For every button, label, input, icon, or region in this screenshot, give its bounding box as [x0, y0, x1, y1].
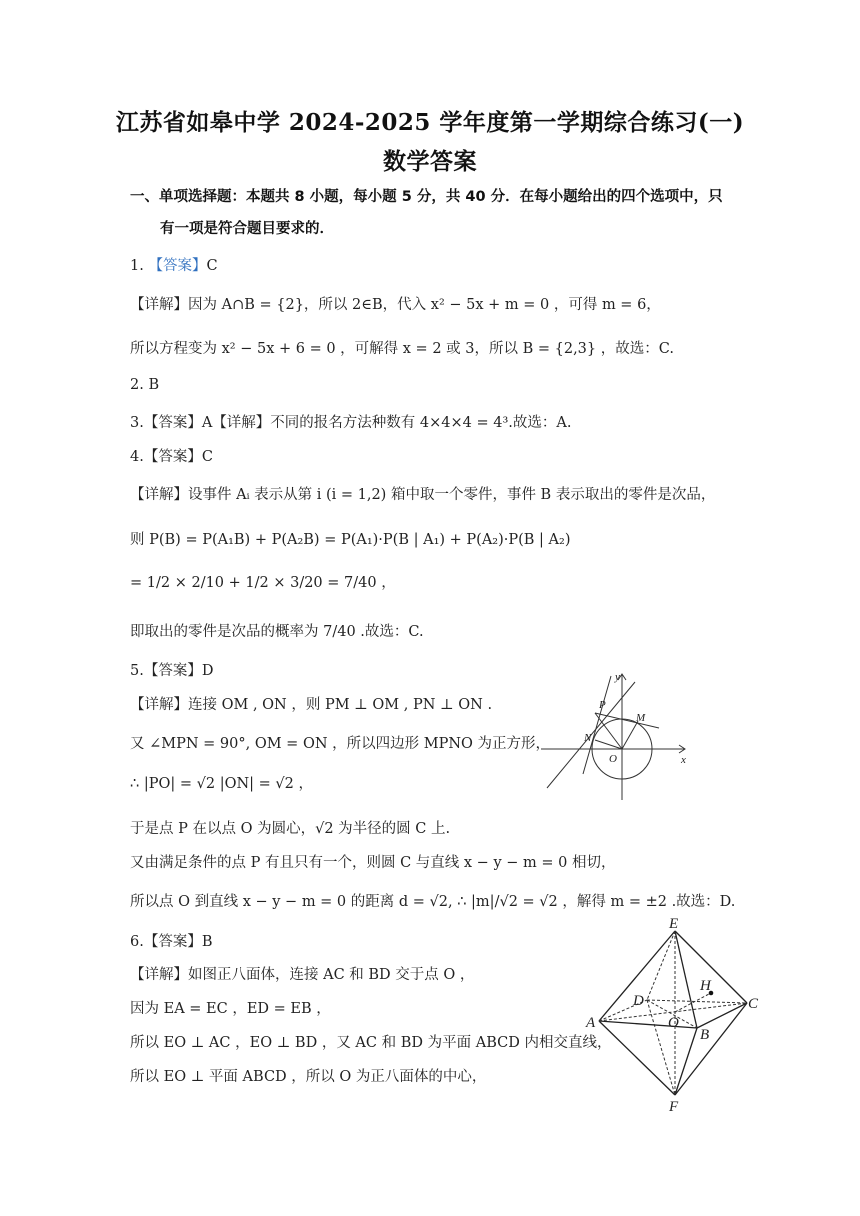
document-title: 江苏省如皋中学 2024-2025 学年度第一学期综合练习(一): [115, 109, 745, 136]
octahedron-figure: [585, 915, 770, 1115]
q4-detail-1: 【详解】设事件 Aᵢ 表示从第 i (i = 1,2) 箱中取一个零件，事件 B 表示取出的零件是次品，: [130, 487, 716, 503]
q1-answer: [130, 254, 218, 275]
q6-detail-1: 【详解】如图正八面体，连接 AC 和 BD 交于点 O ，: [130, 967, 475, 983]
label-c: C: [748, 996, 759, 1012]
edge-bc: [697, 1003, 747, 1028]
label-p: P: [599, 699, 606, 711]
answer-tag: 【答案】: [148, 258, 207, 274]
section-heading-line2: 有一项是符合题目要求的．: [160, 221, 334, 237]
q5-answer: 5.【答案】D: [130, 663, 214, 679]
segment-oh: [675, 994, 709, 1012]
edge-fb: [675, 1028, 697, 1095]
q4-answer: 4.【答案】C: [130, 449, 213, 465]
label-a: A: [586, 1015, 596, 1031]
edge-ab: [599, 1021, 697, 1028]
q5-detail-4: 于是点 P 在以点 O 为圆心，√2 为半径的圆 C 上.: [130, 821, 451, 837]
edge-eb: [675, 931, 697, 1028]
section-heading-line1: 一、单项选择题：本题共 8 小题，每小题 5 分，共 40 分．在每小题给出的四个选项中，只: [130, 189, 723, 205]
q1-detail-2: 所以方程变为 x² − 5x + 6 = 0 ，可解得 x = 2 或 3，所以 B = {2,3} ，故选：C.: [130, 341, 674, 357]
label-d: D: [633, 993, 644, 1009]
q6-detail-2: 因为 EA = EC ，ED = EB ，: [130, 1001, 331, 1017]
section-heading: [130, 181, 750, 245]
label-o: O: [668, 1015, 679, 1031]
q5-detail-3: ∴ |PO| = √2 |ON| = √2 ，: [130, 776, 313, 792]
q5-detail-5: 又由满足条件的点 P 有且只有一个，则圆 C 与直线 x − y − m = 0 相切，: [130, 855, 616, 871]
label-b: B: [700, 1027, 710, 1043]
q4-detail-2: 则 P(B) = P(A₁B) + P(A₂B) = P(A₁)·P(B | A₁) + P(A₂)·P(B | A₂): [130, 532, 571, 548]
circle-tangent-figure: [535, 668, 695, 808]
q6-detail-4: 所以 EO ⊥ 平面 ABCD ，所以 O 为正八面体的中心，: [130, 1069, 487, 1085]
label-y: y: [615, 671, 620, 683]
q2-answer: 2. B: [130, 377, 160, 393]
q5-detail-2: 又 ∠MPN = 90°, OM = ON ，所以四边形 MPNO 为正方形，: [130, 736, 551, 752]
q3-answer: 3.【答案】A【详解】不同的报名方法种数有 4×4×4 = 4³.故选：A.: [130, 415, 572, 431]
edge-ed-hidden: [647, 931, 675, 1000]
q4-detail-3: = 1/2 × 2/10 + 1/2 × 3/20 = 7/40 ，: [130, 575, 396, 591]
label-o: O: [609, 753, 617, 765]
label-f: F: [669, 1099, 679, 1115]
label-e: E: [669, 916, 679, 932]
q5-detail-1: 【详解】连接 OM , ON ，则 PM ⊥ OM , PN ⊥ ON .: [130, 697, 493, 713]
line-2: [583, 676, 611, 774]
label-x: x: [681, 754, 686, 766]
q4-detail-4: 即取出的零件是次品的概率为 7/40 .故选：C.: [130, 624, 424, 640]
edge-fc: [675, 1003, 747, 1095]
label-h: H: [700, 978, 711, 994]
label-m: M: [636, 712, 646, 724]
edge-dc-hidden: [647, 1000, 747, 1003]
q1-number: 1.: [130, 258, 149, 274]
label-n: N: [584, 732, 592, 744]
q1-detail-1: 【详解】因为 A∩B = {2}，所以 2∈B，代入 x² − 5x + m = 0 ，可得 m = 6，: [130, 297, 661, 313]
q6-answer: 6.【答案】B: [130, 934, 213, 950]
q6-detail-3: 所以 EO ⊥ AC ，EO ⊥ BD ，又 AC 和 BD 为平面 ABCD 内相交直线，: [130, 1035, 612, 1051]
document-subtitle: 数学答案: [383, 148, 477, 175]
segment-om: [622, 721, 638, 749]
q1-answer-letter: C: [206, 258, 218, 274]
segment-on: [595, 740, 622, 749]
q5-detail-6: 所以点 O 到直线 x − y − m = 0 的距离 d = √2, ∴ |m|/√2 = √2 ，解得 m = ±2 .故选：D.: [130, 894, 736, 910]
